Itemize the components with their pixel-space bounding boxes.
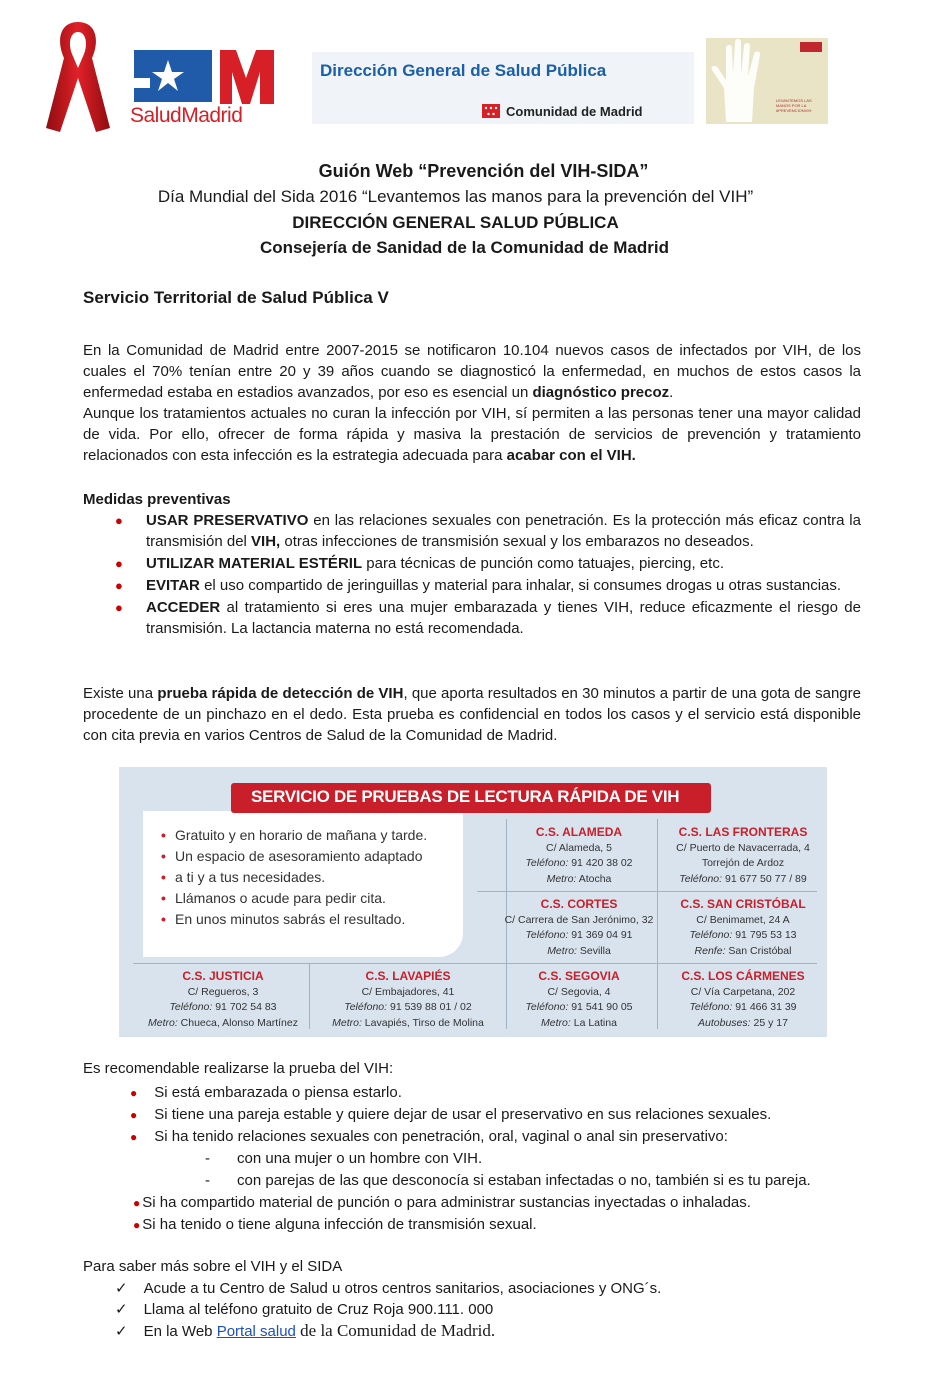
centro-los-carmenes: C.S. LOS CÁRMENES C/ Vía Carpetana, 202 Teléfono: 91 466 31 39 Autobuses: 25 y 17 <box>681 969 805 1029</box>
subtitle-direccion: DIRECCIÓN GENERAL SALUD PÚBLICA <box>292 213 619 232</box>
subtitle-dia-mundial: Día Mundial del Sida 2016 “Levantemos las manos para la prevención del VIH” <box>157 187 754 206</box>
list-item: ● ACCEDER al tratamiento si eres una mujer embarazada y tienes VIH, reduce eficazmente el riesgo de transmisión. La lactancia materna no está recomendada. <box>115 599 861 637</box>
centro-justicia: C.S. JUSTICIA C/ Regueros, 3 Teléfono: 91 702 54 83 Metro: Chueca, Alonso Martínez <box>147 969 298 1029</box>
section-title: Servicio Territorial de Salud Pública V <box>83 288 389 307</box>
dgsp-banner <box>312 52 694 124</box>
madrid-flag-icon <box>482 104 500 118</box>
service-title-bar <box>231 783 711 813</box>
list-item: ✓ En la Web Portal salud de la Comunidad de Madrid. <box>115 1321 496 1340</box>
campaign-text: LEVANTEMOS LAS MANOS POR LA #PREVENCIONVIH <box>776 98 812 113</box>
list-item: ● Si ha tenido relaciones sexuales con penetración, oral, vaginal o anal sin preservativo: <box>130 1128 728 1145</box>
list-item: ● UTILIZAR MATERIAL ESTÉRIL para técnicas de punción como tatuajes, piercing, etc. <box>115 555 724 572</box>
list-item: ● EVITAR el uso compartido de jeringuillas y material para inhalar, si consumes drogas u otras sustancias. <box>115 577 842 594</box>
bullet-icon: ● <box>133 1196 141 1210</box>
feature-item: • Llámanos o acude para pedir cita. <box>161 888 427 909</box>
bullet-icon: ● <box>115 578 123 593</box>
bullet-icon: ● <box>130 1108 138 1122</box>
saber-title: Para saber más sobre el VIH y el SIDA <box>83 1258 343 1275</box>
list-item: ● Si está embarazada o piensa estarlo. <box>130 1084 402 1101</box>
dgsp-title: Dirección General de Salud Pública <box>320 61 607 80</box>
list-item: ● Si ha compartido material de punción o para administrar sustancias inyectadas o inhaladas. <box>133 1194 751 1211</box>
intro-paragraph-2: Aunque los tratamientos actuales no curan la infección por VIH, sí permiten a las personas tener una mayor calidad de vida. Por ello, ofrecer de forma rápida y masiva la prestación de servicios de prevención y tratamiento relacionados con esta infección es la estrategia adecuada para acabar con el VIH. <box>83 405 861 464</box>
salud-madrid-logo <box>128 48 288 128</box>
list-item: ✓ Acude a tu Centro de Salud u otros centros sanitarios, asociaciones y ONG´s. <box>115 1280 662 1297</box>
check-icon: ✓ <box>115 1280 128 1297</box>
recomendable-title: Es recomendable realizarse la prueba del VIH: <box>83 1060 394 1077</box>
centro-cortes: C.S. CORTES C/ Carrera de San Jerónimo, 32 Teléfono: 91 369 04 91 Metro: Sevilla <box>504 897 654 957</box>
list-subitem: - con una mujer o un hombre con VIH. <box>205 1150 483 1167</box>
service-title: SERVICIO DE PRUEBAS DE LECTURA RÁPIDA DE VIH <box>251 787 680 806</box>
feature-item-cont: • a ti y a tus necesidades. <box>161 867 427 888</box>
bullet-icon: ● <box>115 600 123 615</box>
campaign-hand-logo <box>706 38 828 124</box>
salud-madrid-text: SaludMadrid <box>130 104 243 127</box>
check-icon: ✓ <box>115 1301 128 1318</box>
bullet-icon: ● <box>115 556 123 571</box>
list-subitem: - con parejas de las que desconocía si estaban infectadas o no, también si es tu pareja. <box>205 1172 811 1189</box>
feature-item: • Un espacio de asesoramiento adaptado <box>161 846 427 867</box>
check-icon: ✓ <box>115 1323 128 1340</box>
bullet-icon: ● <box>133 1218 141 1232</box>
medidas-list <box>115 510 861 640</box>
medidas-title: Medidas preventivas <box>83 491 231 508</box>
intro-paragraph-1: En la Comunidad de Madrid entre 2007-2015 se notificaron 10.104 nuevos casos de infectados por VIH, de los cuales el 70% tenían entre 20 y 39 años cuando se diagnosticó la enfermedad, en muchos de estos casos la enfermedad estaba en estadios avanzados, por eso es esencial un diagnóstico precoz. <box>83 342 861 401</box>
bullet-icon: ● <box>130 1086 138 1100</box>
campaign-tag <box>800 42 822 52</box>
service-features-panel <box>143 811 463 957</box>
centro-las-fronteras: C.S. LAS FRONTERAS C/ Puerto de Navacerrada, 4 Torrejón de Ardoz Teléfono: 91 677 50 77 / 89 <box>676 825 810 885</box>
list-item: ● Si tiene una pareja estable y quiere dejar de usar el preservativo en sus relaciones sexuales. <box>130 1106 772 1123</box>
list-item: ● USAR PRESERVATIVO en las relaciones sexuales con penetración. Es la protección más eficaz contra la transmisión del VIH, otras infecciones de transmisión sexual y los embarazos no deseados. <box>115 512 861 550</box>
bullet-icon: ● <box>115 513 123 528</box>
list-item: ● Si ha tenido o tiene alguna infección de transmisión sexual. <box>133 1216 537 1233</box>
portal-salud-link[interactable]: Portal salud <box>216 1323 296 1340</box>
red-ribbon-logo <box>40 18 118 136</box>
centro-san-cristobal: C.S. SAN CRISTÓBAL C/ Benimamet, 24 A Teléfono: 91 795 53 13 Renfe: San Cristóbal <box>680 897 806 957</box>
service-info-graphic <box>119 767 827 1037</box>
prueba-paragraph: Existe una prueba rápida de detección de VIH, que aporta resultados en 30 minutos a partir de una gota de sangre procedente de un pinchazo en el dedo. Esta prueba es confidencial en todos los casos y el servicio está disponible con cita previa en varios Centros de Salud de la Comunidad de Madrid. <box>83 685 861 744</box>
comunidad-madrid-label: Comunidad de Madrid <box>506 104 643 119</box>
feature-item: • Gratuito y en horario de mañana y tarde. <box>161 825 427 846</box>
subtitle-consejeria: Consejería de Sanidad de la Comunidad de Madrid <box>259 238 670 257</box>
list-item: ✓ Llama al teléfono gratuito de Cruz Roja 900.111. 000 <box>115 1301 494 1318</box>
centro-lavapies: C.S. LAVAPIÉS C/ Embajadores, 41 Teléfono: 91 539 88 01 / 02 Metro: Lavapiés, Tirso de Molina <box>332 969 484 1029</box>
bullet-icon: ● <box>130 1130 138 1144</box>
feature-item: • En unos minutos sabrás el resultado. <box>161 909 427 930</box>
centro-alameda: C.S. ALAMEDA C/ Alameda, 5 Teléfono: 91 420 38 02 Metro: Atocha <box>525 825 633 885</box>
page-title: Guión Web “Prevención del VIH-SIDA” <box>318 161 649 181</box>
centro-segovia: C.S. SEGOVIA C/ Segovia, 4 Teléfono: 91 541 90 05 Metro: La Latina <box>525 969 633 1029</box>
